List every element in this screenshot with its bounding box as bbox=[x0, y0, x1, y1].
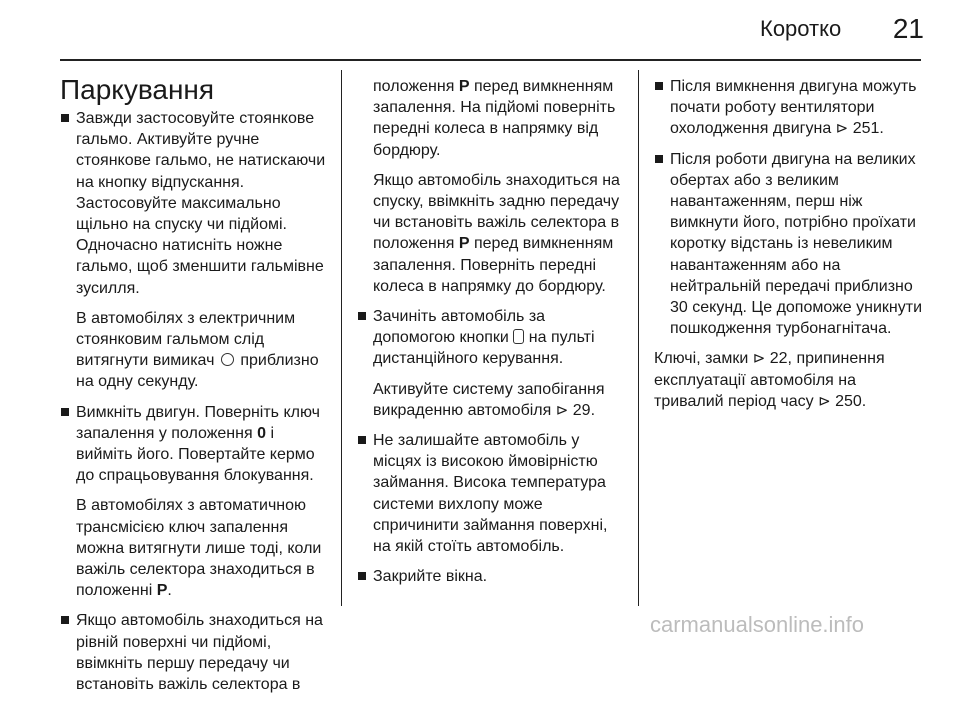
bullet-fire-risk bbox=[357, 430, 625, 557]
parking-brake-switch-icon bbox=[221, 353, 234, 366]
text: і вийміть його. Повертайте кермо до спрацьовування блокування. bbox=[76, 424, 315, 485]
position-label: 0 bbox=[257, 424, 266, 442]
watermark: carmanualsonline.info bbox=[650, 612, 865, 637]
arrow-icon: ⊳ bbox=[752, 350, 766, 368]
column-divider-2 bbox=[638, 70, 639, 606]
section-title: Паркування bbox=[60, 74, 215, 105]
text: Зачиніть автомобіль за допомогою кнопки bbox=[373, 308, 546, 347]
bullet-cooling-fans bbox=[654, 76, 926, 140]
bullet-lock bbox=[357, 306, 625, 370]
bullet-engine-off bbox=[60, 402, 330, 487]
paragraph-electric-brake bbox=[60, 308, 330, 393]
column-3 bbox=[654, 76, 926, 421]
text: В автомобілях з автоматичною трансмісією ключ запалення можна витягнути лише тоді, коли важіль селектора знаходиться в положенні bbox=[76, 497, 322, 600]
text: Якщо автомобіль знаходиться на спуску, ввімкніть задню передачу чи встановіть важіль селектора в положення bbox=[373, 171, 620, 253]
paragraph-downhill bbox=[357, 170, 625, 297]
text: перед вимкненням запалення. Поверніть передні колеса в напрямку до бордюру. bbox=[373, 235, 614, 295]
text: . bbox=[167, 582, 172, 600]
column-divider-1 bbox=[341, 70, 342, 606]
bullet-text: Не залишайте автомобіль у місцях із високою ймовірністю займання. Висока температура системи вихлопу може спричинити займання поверхні, на якій стоїть автомобіль. bbox=[373, 432, 608, 556]
text: Після вимкнення двигуна можуть почати роботу вентилятори охолодження двигуна bbox=[670, 78, 917, 138]
page-header-title: Коротко bbox=[760, 16, 842, 41]
page-reference[interactable]: 29. bbox=[572, 401, 596, 419]
references-paragraph bbox=[654, 348, 926, 412]
text: приблизно на одну секунду. bbox=[76, 352, 319, 391]
page-reference[interactable]: 250. bbox=[835, 392, 867, 410]
position-label: P bbox=[458, 235, 470, 253]
paragraph-anti-theft bbox=[357, 379, 625, 421]
bullet-windows bbox=[357, 566, 625, 587]
text: перед вимкненням запалення. На підйомі поверніть передні колеса в напрямку від бордюру. bbox=[373, 78, 616, 159]
bullet-level-surface bbox=[60, 610, 330, 695]
bullet-turbocharger bbox=[654, 149, 926, 340]
bullet-text: Після роботи двигуна на великих обертах або з великим навантаженням, перш ніж вимкнути його, потрібно проїхати коротку відстань із невеликим навантаженням або на нейтральній передачі приблизно 30 секунд. Це допоможе уникнути пошкодження турбонагнітача. bbox=[670, 150, 922, 338]
text: положення bbox=[373, 78, 455, 95]
text: В автомобілях з електричним стоянковим гальмом слід витягнути вимикач bbox=[76, 309, 296, 370]
paragraph-uphill bbox=[357, 76, 625, 161]
position-label: P bbox=[156, 582, 168, 600]
page-number: 21 bbox=[892, 13, 924, 44]
lock-button-icon bbox=[513, 329, 524, 344]
bullet-text: Завжди застосовуйте стоянкове гальмо. Активуйте ручне стоянкове гальмо, не натискаючи на кнопку відпускання. Застосовуйте максимально щільно на спуску чи підйомі. Одночасно натисніть ножне гальмо, щоб зменшити гальмівне зусилля. bbox=[76, 110, 326, 297]
arrow-icon: ⊳ bbox=[818, 392, 831, 410]
column-2 bbox=[357, 76, 625, 596]
text: на пульті дистанційного керування. bbox=[373, 329, 595, 368]
bullet-parking-brake bbox=[60, 108, 330, 299]
position-label: P bbox=[458, 78, 470, 95]
text: Вимкніть двигун. Поверніть ключ запалення у положення bbox=[76, 403, 320, 442]
paragraph-automatic bbox=[60, 495, 330, 601]
column-1 bbox=[60, 108, 330, 704]
arrow-icon: ⊳ bbox=[555, 401, 569, 419]
header-rule bbox=[60, 59, 921, 61]
text: Активуйте систему запобігання викраденню автомобіля bbox=[373, 380, 605, 419]
text: Ключі, замки bbox=[654, 350, 749, 368]
bullet-text: Закрийте вікна. bbox=[373, 568, 488, 586]
arrow-icon: ⊳ bbox=[835, 120, 849, 138]
bullet-text: Якщо автомобіль знаходиться на рівній поверхні чи підйомі, ввімкніть першу передачу чи встановіть важіль селектора в bbox=[76, 612, 323, 694]
page-reference[interactable]: 22, припинення експлуатації автомобіля на тривалий період часу bbox=[654, 350, 885, 410]
page-reference[interactable]: 251. bbox=[852, 120, 884, 138]
